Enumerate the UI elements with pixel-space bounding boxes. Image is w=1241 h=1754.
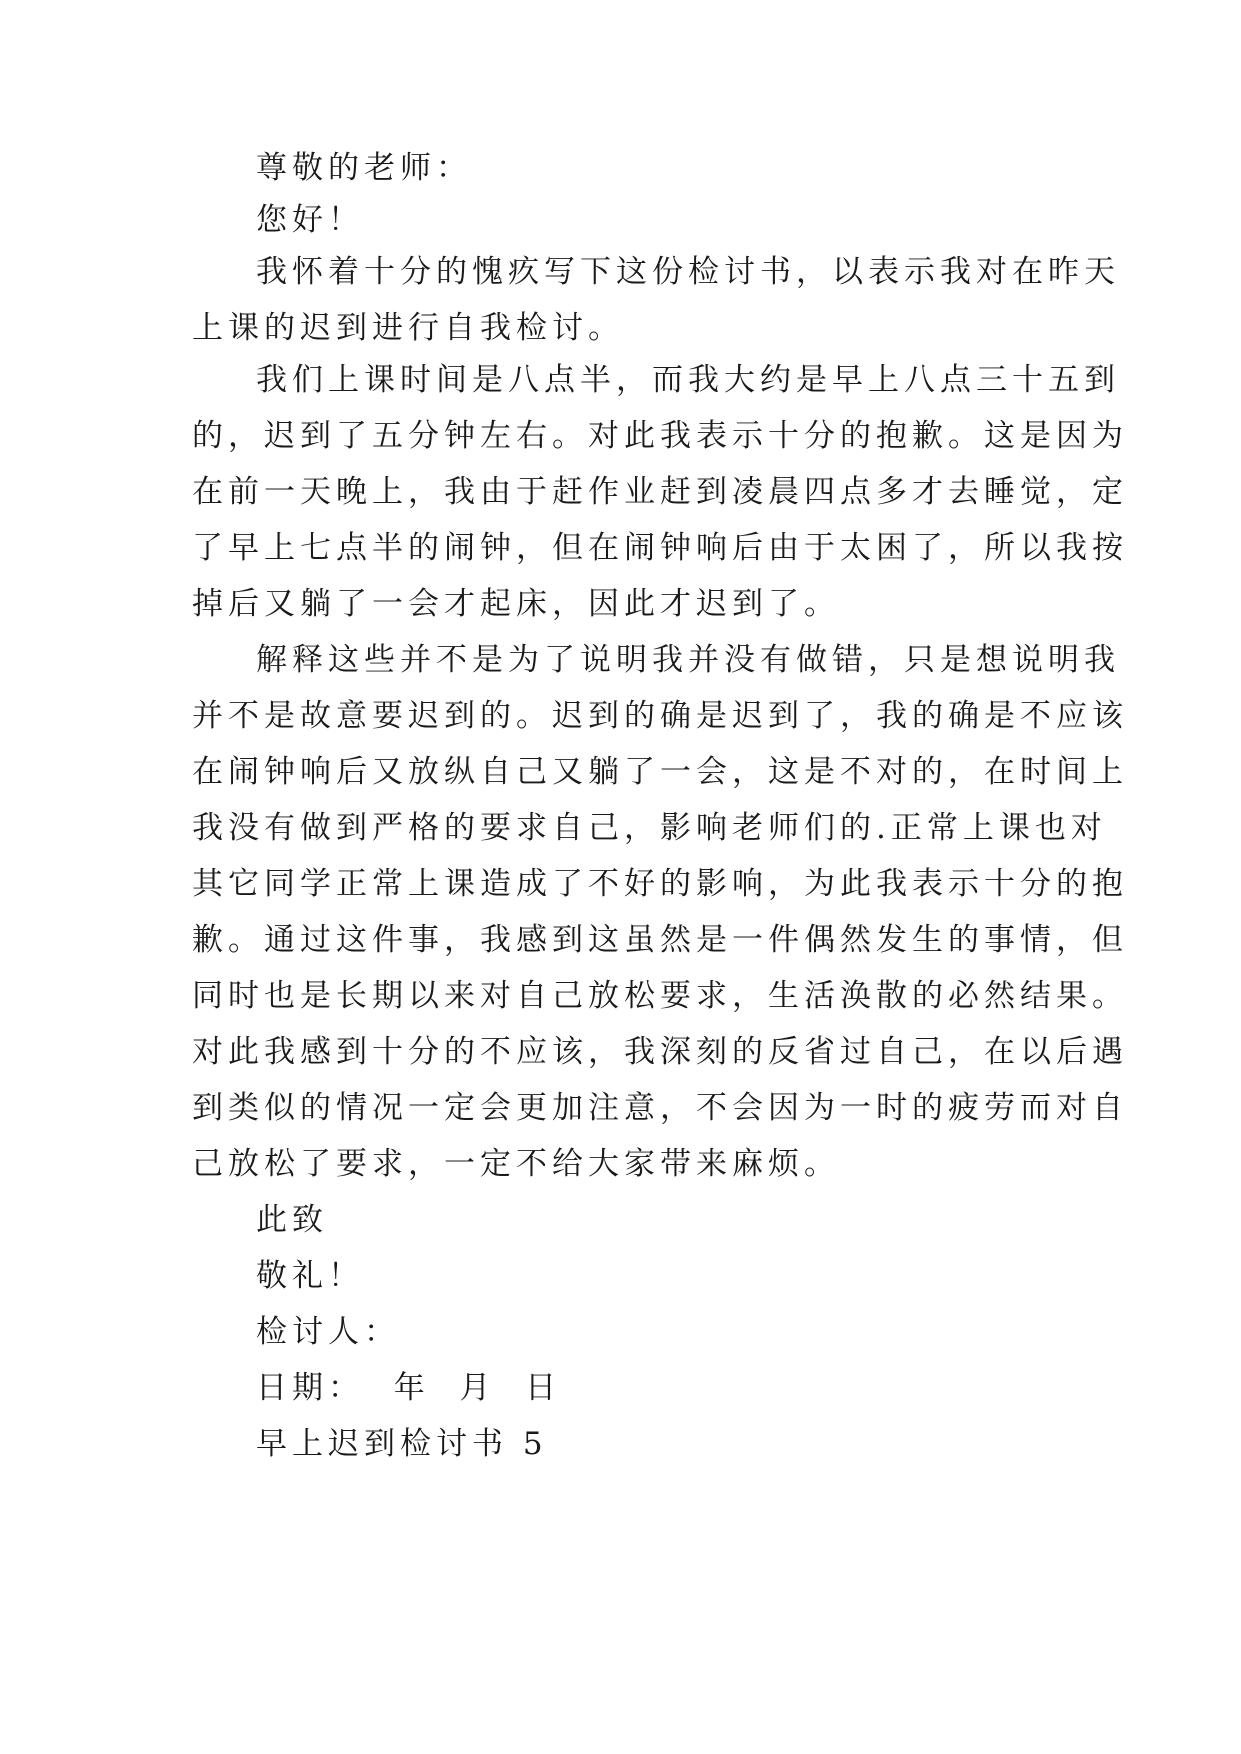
para3-line6: 歉。通过这件事，我感到这虽然是一件偶然发生的事情，但 [192, 922, 1128, 958]
salutation: 尊敬的老师： [256, 150, 472, 186]
date-label: 日期： 年 月 日 [256, 1370, 562, 1406]
para3-line9: 到类似的情况一定会更加注意，不会因为一时的疲劳而对自 [192, 1090, 1128, 1126]
next-section-title: 早上迟到检讨书 5 [256, 1426, 548, 1462]
signer-label: 检讨人： [256, 1314, 400, 1350]
para3-line2: 并不是故意要迟到的。迟到的确是迟到了，我的确是不应该 [192, 698, 1128, 734]
para3-line10: 己放松了要求，一定不给大家带来麻烦。 [192, 1146, 840, 1182]
para2-line4: 了早上七点半的闹钟，但在闹钟响后由于太困了，所以我按 [192, 530, 1128, 566]
closing-line2: 敬礼！ [256, 1258, 364, 1294]
closing-line1: 此致 [256, 1202, 328, 1238]
para3-line5: 其它同学正常上课造成了不好的影响，为此我表示十分的抱 [192, 866, 1128, 902]
para2-line3: 在前一天晚上，我由于赶作业赶到凌晨四点多才去睡觉，定 [192, 474, 1128, 510]
para1-line2: 上课的迟到进行自我检讨。 [192, 310, 624, 346]
para2-line5: 掉后又躺了一会才起床，因此才迟到了。 [192, 586, 840, 622]
greeting: 您好！ [256, 202, 364, 238]
para1-line1: 我怀着十分的愧疚写下这份检讨书，以表示我对在昨天 [256, 254, 1120, 290]
para3-line4: 我没有做到严格的要求自己，影响老师们的.正常上课也对 [192, 810, 1107, 846]
para2-line2: 的，迟到了五分钟左右。对此我表示十分的抱歉。这是因为 [192, 418, 1128, 454]
para3-line3: 在闹钟响后又放纵自己又躺了一会，这是不对的，在时间上 [192, 754, 1128, 790]
para3-line7: 同时也是长期以来对自己放松要求，生活涣散的必然结果。 [192, 978, 1128, 1014]
para3-line1: 解释这些并不是为了说明我并没有做错，只是想说明我 [256, 642, 1120, 678]
para2-line1: 我们上课时间是八点半，而我大约是早上八点三十五到 [256, 362, 1120, 398]
para3-line8: 对此我感到十分的不应该，我深刻的反省过自己，在以后遇 [192, 1034, 1128, 1070]
